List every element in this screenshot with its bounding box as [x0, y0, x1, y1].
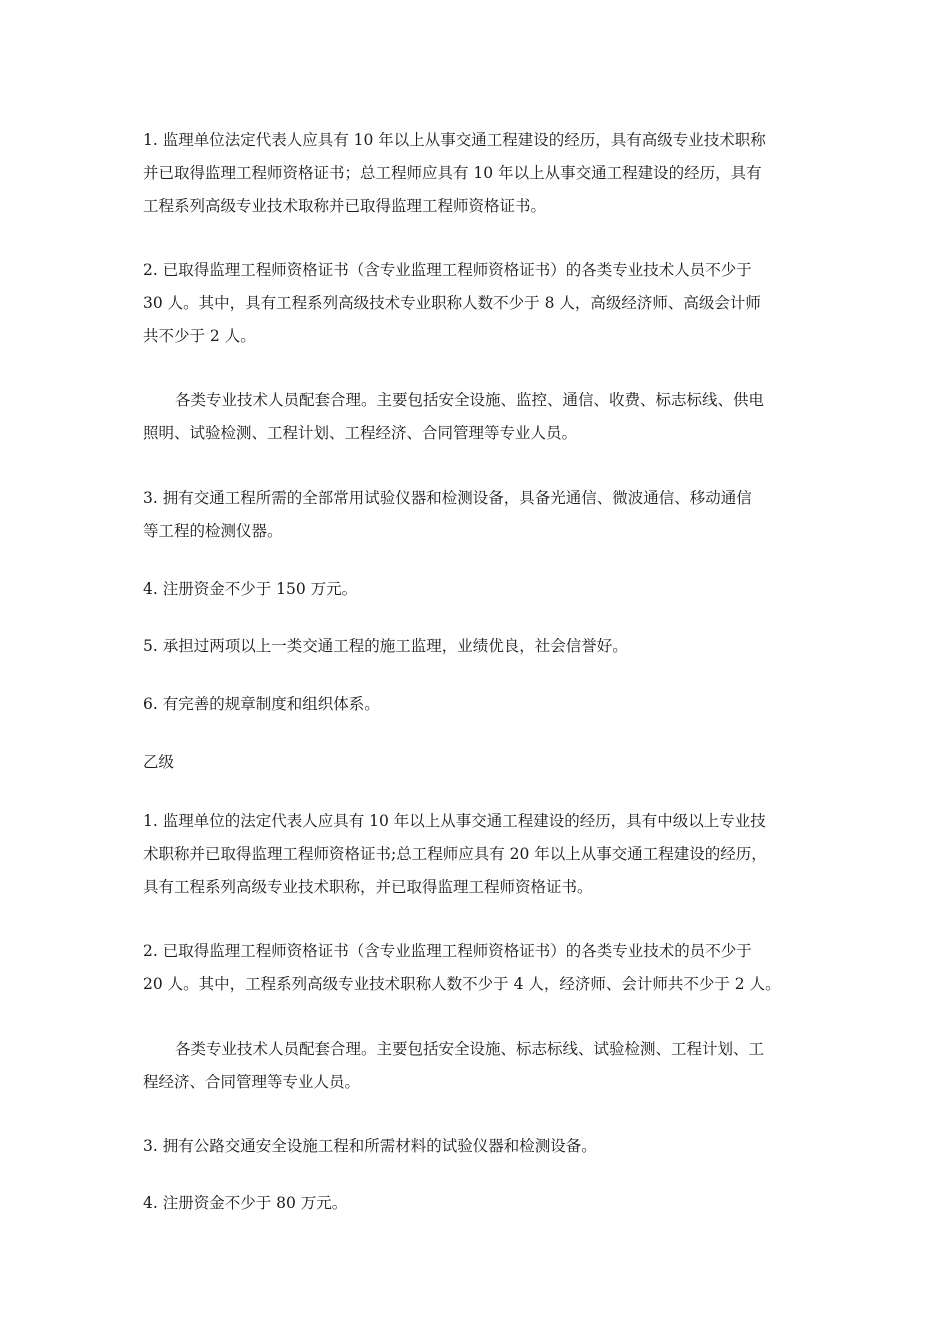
grade-a-item-6 — [143, 688, 811, 721]
grade-b-item-2 — [143, 935, 811, 1001]
grade-a-item-1 — [143, 124, 811, 223]
text-line: 术职称并已取得监理工程师资格证书;总工程师应具有 20 年以上从事交通工程建设的经历， — [143, 845, 767, 863]
text-line: 工程系列高级专业技术取称并已取得监理工程师资格证书。 — [143, 197, 547, 215]
grade-b-item-4 — [143, 1187, 811, 1220]
text-line: 各类专业技术人员配套合理。主要包括安全设施、监控、通信、收费、标志标线、供电 — [175, 391, 765, 409]
text-line: 3. 拥有交通工程所需的全部常用试验仪器和检测设备，具备光通信、微波通信、移动通信 — [143, 489, 752, 507]
text-line: 1. 监理单位的法定代表人应具有 10 年以上从事交通工程建设的经历，具有中级以上专业技 — [143, 812, 766, 830]
text-line: 等工程的检测仪器。 — [143, 522, 283, 540]
grade-b-item-1 — [143, 805, 811, 904]
text-line: 4. 注册资金不少于 80 万元。 — [143, 1194, 348, 1212]
text-line: 2. 已取得监理工程师资格证书（含专业监理工程师资格证书）的各类专业技术人员不少于 — [143, 261, 752, 279]
text-line: 30 人。其中，具有工程系列高级技术专业职称人数不少于 8 人，高级经济师、高级会计师 — [143, 294, 761, 312]
text-line: 1. 监理单位法定代表人应具有 10 年以上从事交通工程建设的经历，具有高级专业技术职称 — [143, 131, 766, 149]
text-line: 照明、试验检测、工程计划、工程经济、合同管理等专业人员。 — [143, 424, 578, 442]
text-line: 各类专业技术人员配套合理。主要包括安全设施、标志标线、试验检测、工程计划、工 — [175, 1040, 765, 1058]
text-line: 具有工程系列高级专业技术职称，并已取得监理工程师资格证书。 — [143, 878, 593, 896]
text-line: 5. 承担过两项以上一类交通工程的施工监理，业绩优良，社会信誉好。 — [143, 637, 628, 655]
grade-b-heading — [143, 746, 811, 779]
text-line: 程经济、合同管理等专业人员。 — [143, 1073, 361, 1091]
text-line: 共不少于 2 人。 — [143, 327, 256, 345]
text-line: 20 人。其中，工程系列高级专业技术职称人数不少于 4 人，经济师、会计师共不少于 2 人。 — [143, 975, 781, 993]
grade-b-staff-note — [143, 1033, 811, 1099]
text-line: 3. 拥有公路交通安全设施工程和所需材料的试验仪器和检测设备。 — [143, 1137, 597, 1155]
grade-a-item-4 — [143, 573, 811, 606]
text-line: 并已取得监理工程师资格证书；总工程师应具有 10 年以上从事交通工程建设的经历，具有 — [143, 164, 762, 182]
grade-a-staff-note — [143, 384, 811, 450]
grade-a-item-2 — [143, 254, 811, 353]
text-line: 4. 注册资金不少于 150 万元。 — [143, 580, 358, 598]
text-line: 6. 有完善的规章制度和组织体系。 — [143, 695, 380, 713]
grade-a-item-3 — [143, 482, 811, 548]
grade-a-item-5 — [143, 630, 811, 663]
grade-b-item-3 — [143, 1130, 811, 1163]
text-line: 2. 已取得监理工程师资格证书（含专业监理工程师资格证书）的各类专业技术的员不少于 — [143, 942, 752, 960]
section-heading: 乙级 — [143, 753, 175, 771]
